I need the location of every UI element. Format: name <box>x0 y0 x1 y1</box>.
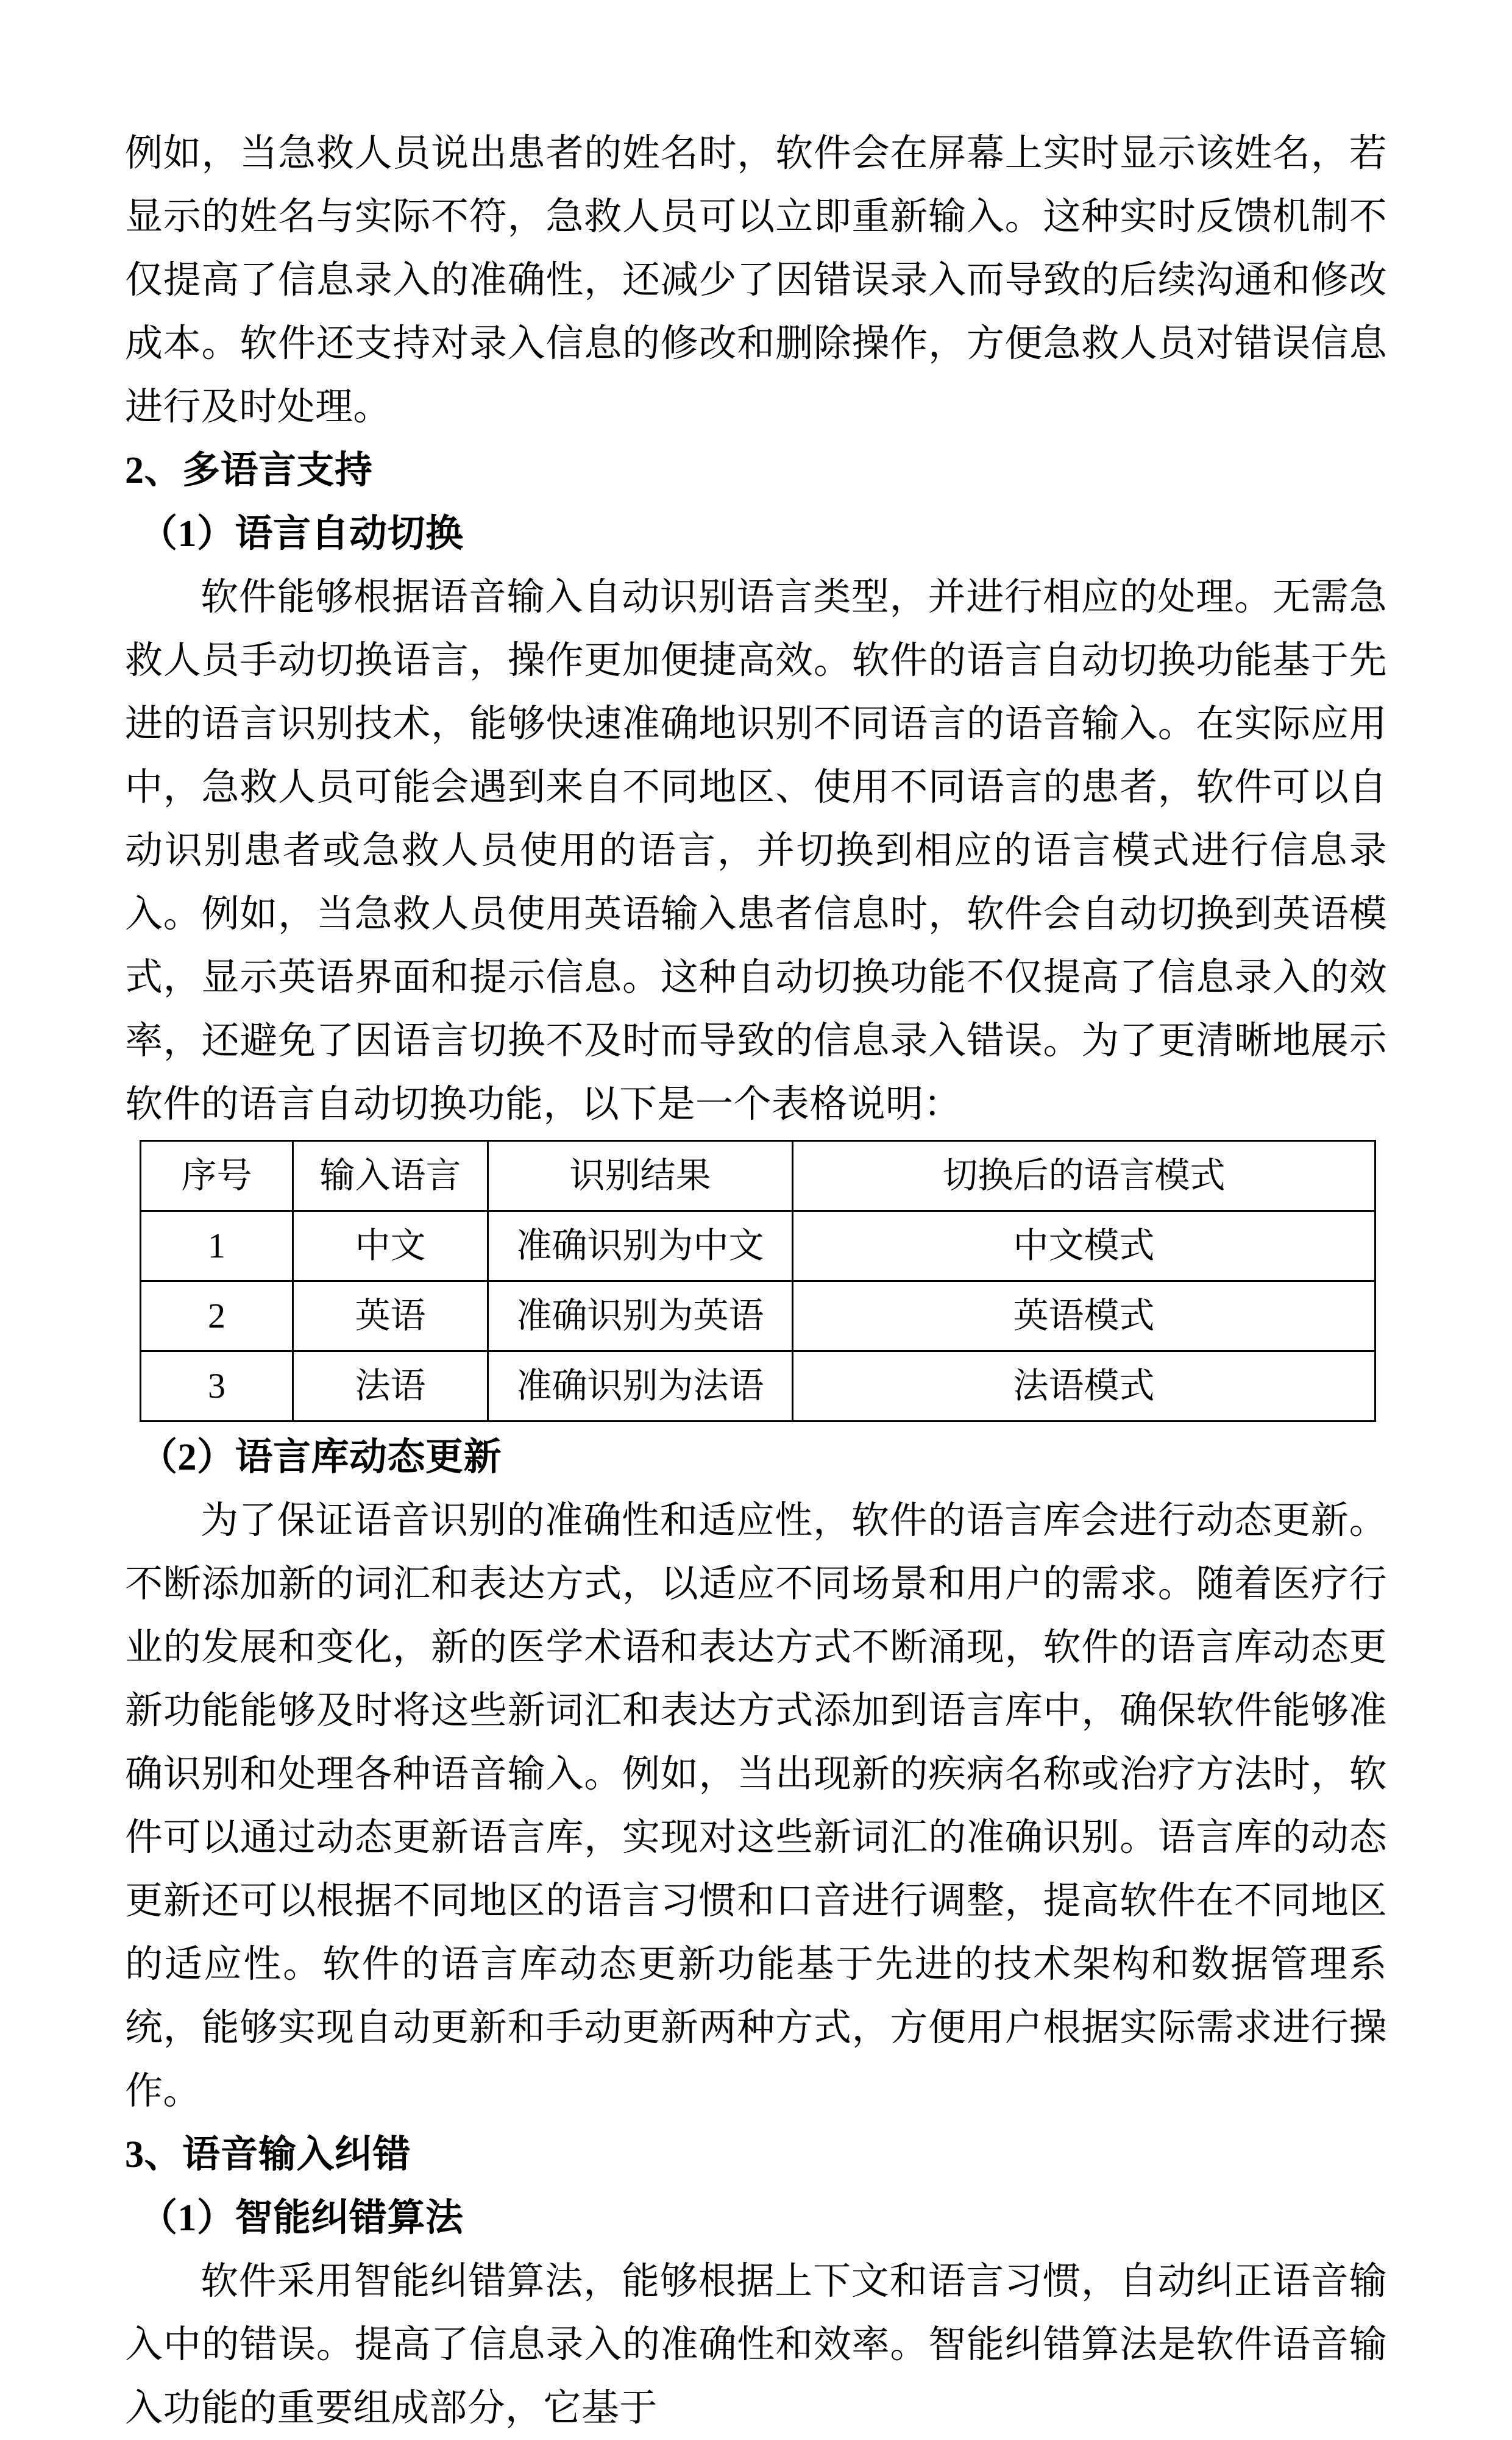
paragraph-voice-feedback: 例如，当急救人员说出患者的姓名时，软件会在屏幕上实时显示该姓名，若显示的姓名与实际不符，急救人员可以立即重新输入。这种实时反馈机制不仅提高了信息录入的准确性，还减少了因错误录入而导致的后续沟通和修改成本。软件还支持对录入信息的修改和删除操作，方便急救人员对错误信息进行及时处理。 <box>125 133 1387 428</box>
table-cell-switched-mode: 中文模式 <box>793 1211 1375 1281</box>
language-switch-table <box>140 1140 1376 1422</box>
table-row <box>141 1281 1375 1351</box>
paragraph-smart-correction-algorithm: 软件采用智能纠错算法，能够根据上下文和语言习惯，自动纠正语音输入中的错误。提高了信息录入的准确性和效率。智能纠错算法是软件语音输入功能的重要组成部分，它基于 <box>125 2261 1387 2429</box>
table-header-row <box>141 1141 1375 1211</box>
subheading-auto-language-switch: （1）语言自动切换 <box>140 513 464 555</box>
table-cell-switched-mode: 英语模式 <box>793 1281 1375 1351</box>
table-cell-recognition-result: 准确识别为英语 <box>488 1281 793 1351</box>
subheading-smart-correction-algorithm: （1）智能纠错算法 <box>140 2197 464 2239</box>
table-cell-index: 1 <box>141 1211 293 1281</box>
table-header-cell-switched-mode: 切换后的语言模式 <box>793 1141 1375 1211</box>
table-row <box>141 1351 1375 1421</box>
table-cell-input-language: 中文 <box>293 1211 488 1281</box>
table-header-cell-recognition-result: 识别结果 <box>488 1141 793 1211</box>
paragraph-auto-language-switch: 软件能够根据语音输入自动识别语言类型，并进行相应的处理。无需急救人员手动切换语言，操作更加便捷高效。软件的语言自动切换功能基于先进的语言识别技术，能够快速准确地识别不同语言的语音输入。在实际应用中，急救人员可能会遇到来自不同地区、使用不同语言的患者，软件可以自动识别患者或急救人员使用的语言，并切换到相应的语言模式进行信息录入。例如，当急救人员使用英语输入患者信息时，软件会自动切换到英语模式，显示英语界面和提示信息。这种自动切换功能不仅提高了信息录入的效率，还避免了因语言切换不及时而导致的信息录入错误。为了更清晰地展示软件的语言自动切换功能，以下是一个表格说明： <box>125 577 1387 1125</box>
table-row <box>141 1211 1375 1281</box>
table-cell-recognition-result: 准确识别为法语 <box>488 1351 793 1421</box>
table-cell-input-language: 英语 <box>293 1281 488 1351</box>
table-cell-switched-mode: 法语模式 <box>793 1351 1375 1421</box>
subheading-language-library-update: （2）语言库动态更新 <box>140 1437 502 1478</box>
heading-voice-input-correction: 3、语音输入纠错 <box>125 2134 411 2175</box>
table-cell-input-language: 法语 <box>293 1351 488 1421</box>
table-cell-index: 3 <box>141 1351 293 1421</box>
table-header-cell-input-language: 输入语言 <box>293 1141 488 1211</box>
heading-multilanguage-support: 2、多语言支持 <box>125 450 373 491</box>
table-header-cell-index: 序号 <box>141 1141 293 1211</box>
table-cell-recognition-result: 准确识别为中文 <box>488 1211 793 1281</box>
table-cell-index: 2 <box>141 1281 293 1351</box>
paragraph-language-library-update: 为了保证语音识别的准确性和适应性，软件的语言库会进行动态更新。不断添加新的词汇和表达方式，以适应不同场景和用户的需求。随着医疗行业的发展和变化，新的医学术语和表达方式不断涌现，软件的语言库动态更新功能能够及时将这些新词汇和表达方式添加到语言库中，确保软件能够准确识别和处理各种语音输入。例如，当出现新的疾病名称或治疗方法时，软件可以通过动态更新语言库，实现对这些新词汇的准确识别。语言库的动态更新还可以根据不同地区的语言习惯和口音进行调整，提高软件在不同地区的适应性。软件的语言库动态更新功能基于先进的技术架构和数据管理系统，能够实现自动更新和手动更新两种方式，方便用户根据实际需求进行操作。 <box>125 1500 1387 2112</box>
